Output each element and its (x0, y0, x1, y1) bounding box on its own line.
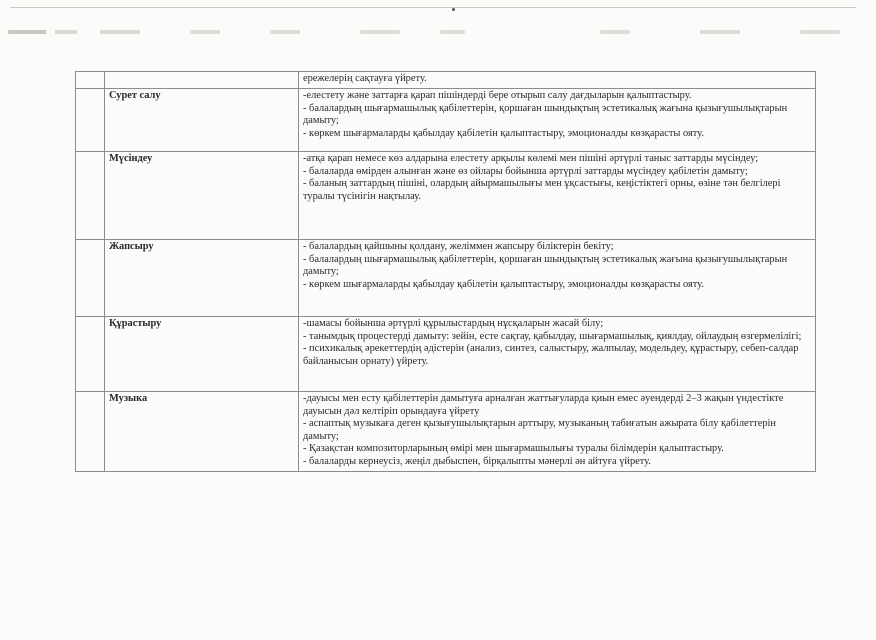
table-row (76, 392, 816, 472)
scan-artifacts (0, 0, 876, 60)
content-line: - көркем шығармаларды қабылдау қабілетін қалыптастыру, эмоционалды көзқарасты ояту. (303, 127, 704, 139)
content-line: - балаларды кернеусіз, жеңіл дыбыспен, бірқалыпты мәнерлі ән айтуға үйрету. (303, 455, 651, 467)
content-line: - танымдық процестерді дамыту: зейін, есте сақтау, қабылдау, шығармашылық, қиялдау, ойлаудың өзгермелілігі; (303, 330, 802, 342)
scan-smudge (100, 30, 140, 34)
subject-cell: Мүсіндеу (105, 152, 299, 240)
scan-smudge (800, 30, 840, 34)
table-row (76, 152, 816, 240)
scan-edge-line (10, 7, 856, 8)
content-line: - аспаптық музыкаға деген қызығушылықтарын арттыру, музыканың табиғатын ажырата білу қабілеттерін дамыту; (303, 418, 776, 442)
subject-cell: Сурет салу (105, 89, 299, 152)
content-line: - көркем шығармаларды қабылдау қабілетін қалыптастыру, эмоционалды көзқарасты ояту. (303, 278, 704, 290)
scan-smudge (360, 30, 400, 34)
scan-smudge (55, 30, 77, 34)
content-cell (299, 152, 816, 240)
content-line: -шамасы бойынша әртүрлі құрылыстардың нұсқаларын жасай білу; (303, 318, 604, 329)
index-cell (76, 72, 105, 89)
content-cell (299, 317, 816, 392)
scan-smudge (600, 30, 630, 34)
scan-smudge (270, 30, 300, 34)
index-cell (76, 152, 105, 240)
content-line: - балалардың қайшыны қолдану, желіммен жапсыру біліктерін бекіту; (303, 241, 614, 252)
content-line: - баланың заттардың пішіні, олардың айырмашылығы мен ұқсастығы, кеңістіктегі орны, өзіне тән белгілері туралы түсінігін нақтылау. (303, 178, 781, 202)
subject-cell (105, 72, 299, 89)
table-row (76, 240, 816, 317)
scan-smudge (440, 30, 465, 34)
index-cell (76, 317, 105, 392)
content-line: -дауысы мен есту қабілеттерін дамытуға арналған жаттығуларда қиын емес әуендерді 2–3 жақын үндестікте дауысын дәл келтіріп орындауға үйрету (303, 393, 784, 417)
subject-cell: Музыка (105, 392, 299, 472)
content-line: - балаларда өмірден алынған және өз ойлары бойынша әртүрлі заттарды мүсіндеу қабілетін дамыту; (303, 165, 748, 177)
scan-smudge (190, 30, 220, 34)
table-row (76, 89, 816, 152)
scan-dot (452, 8, 455, 11)
curriculum-table (75, 71, 816, 472)
content-line: - балалардың шығармашылық қабілеттерін, қоршаған шындықтың эстетикалық жағына қызығушылықтарын дамыту; (303, 253, 788, 278)
index-cell (76, 392, 105, 472)
index-cell (76, 89, 105, 152)
subject-cell: Жапсыру (105, 240, 299, 317)
scan-smudge (8, 30, 46, 34)
content-cell (299, 89, 816, 152)
content-line: -атқа қарап немесе көз алдарына елестету арқылы көлемі мен пішіні әртүрлі таныс заттарды мүсіндеу; (303, 153, 759, 164)
scan-smudge (700, 30, 740, 34)
table-row (76, 317, 816, 392)
content-line: - психикалық әрекеттердің әдістерін (анализ, синтез, салыстыру, жалпылау, модельдеу, құрастыру, себеп-салдар байланысын орнату) үйрету. (303, 343, 799, 367)
table-row (76, 72, 816, 89)
subject-cell: Құрастыру (105, 317, 299, 392)
content-cell (299, 240, 816, 317)
index-cell (76, 240, 105, 317)
content-cell (299, 392, 816, 472)
content-line: ережелерің сақтауға үйрету. (303, 73, 427, 84)
content-line: -елестету және заттарға қарап пішіндерді бере отырып салу дағдыларын қалыптастыру. (303, 90, 692, 101)
content-line: - Қазақстан композиторларының өмірі мен шығармашылығы туралы білімдерін қалыптастыру. (303, 443, 724, 455)
content-cell (299, 72, 816, 89)
content-line: - балалардың шығармашылық қабілеттерін, қоршаған шындықтың эстетикалық жағына қызығушылықтарын дамыту; (303, 102, 788, 127)
